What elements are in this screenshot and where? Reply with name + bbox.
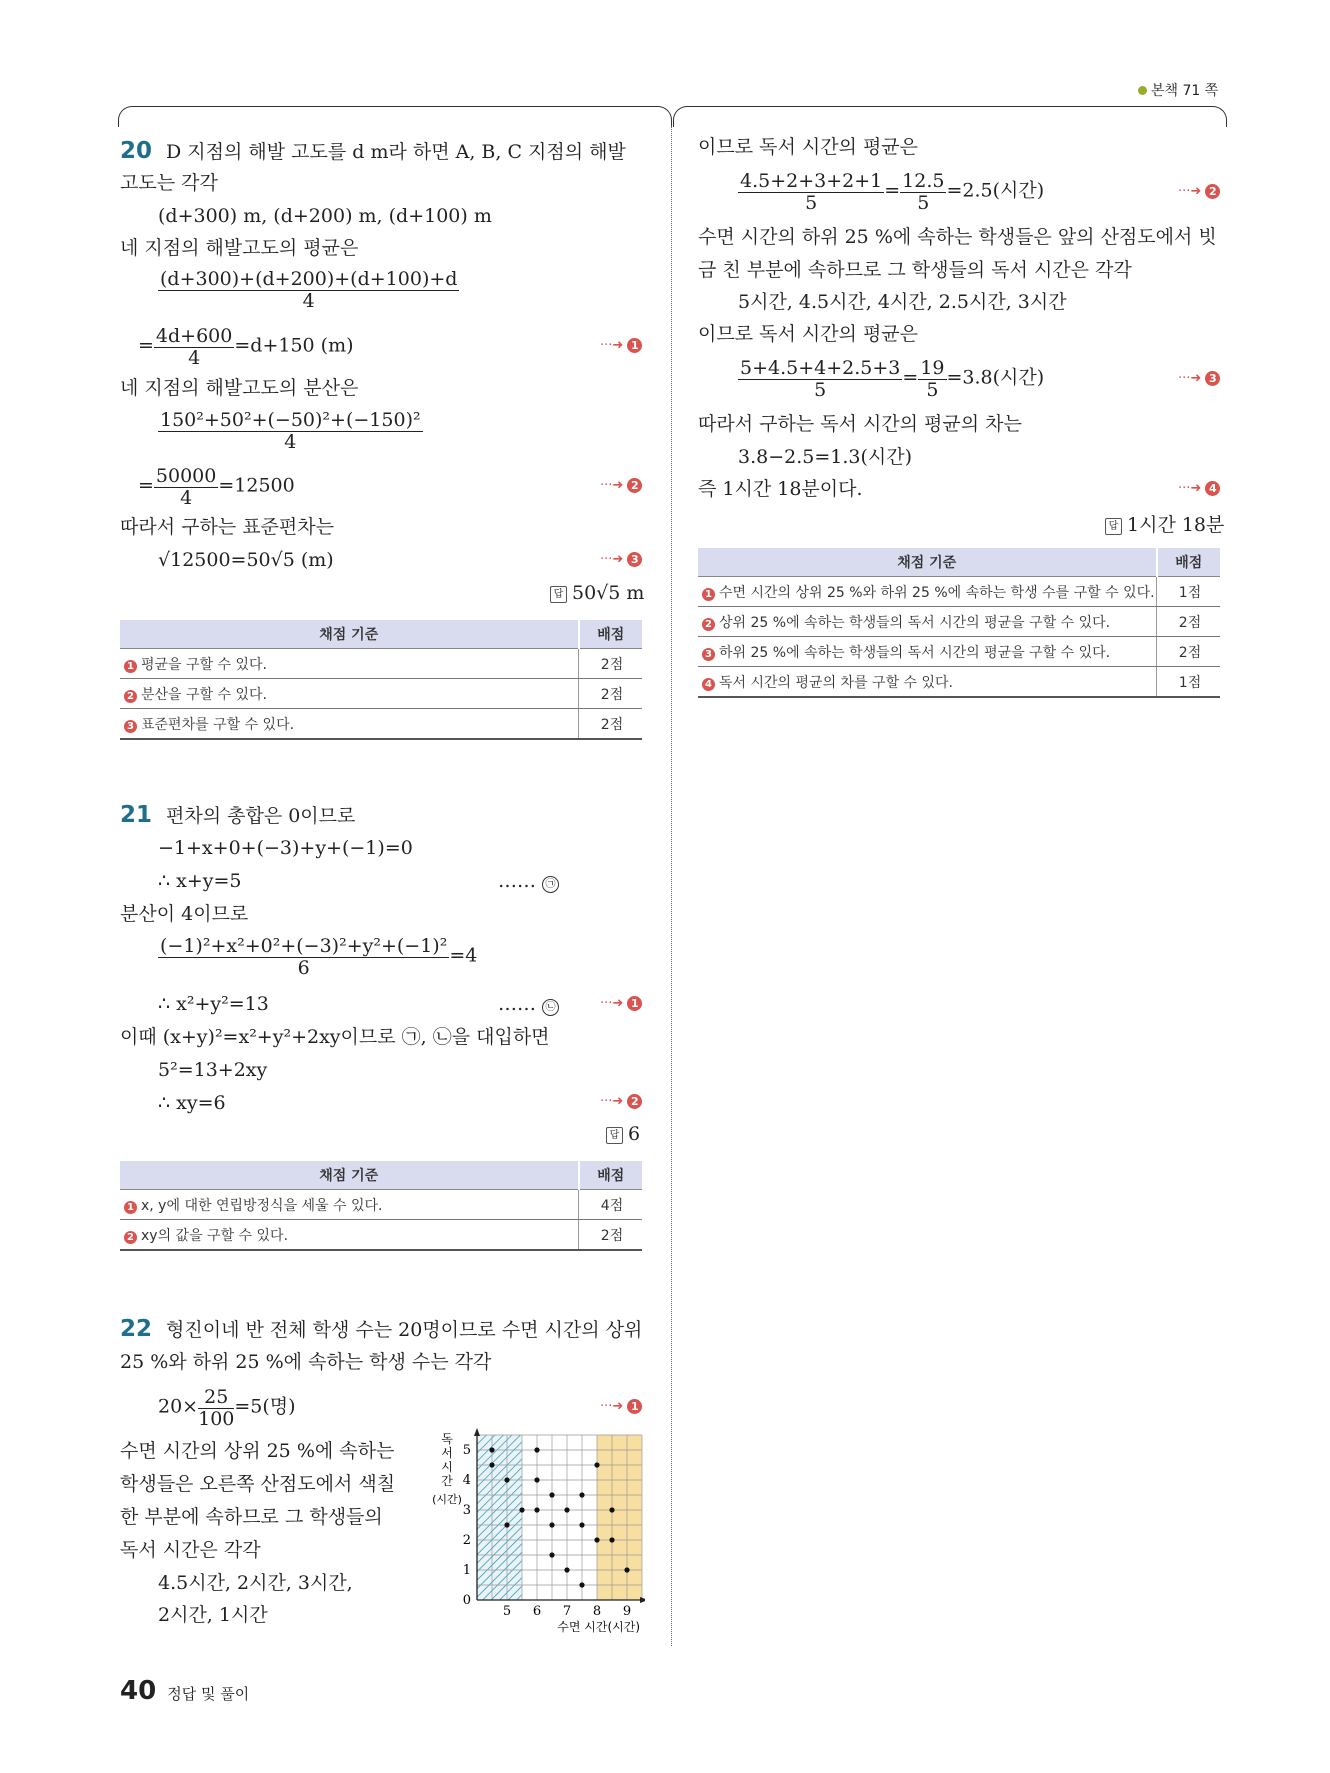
data-point [534, 1447, 539, 1452]
data-point [504, 1522, 509, 1527]
p20-line4: 네 지점의 해발고도의 평균은 [120, 237, 359, 259]
p20-frac2: = $\frac{4d+600}{4}$ =d+150 (m) [138, 325, 354, 369]
y-axis-label-char: 간 [441, 1474, 453, 1488]
page-number: 40 [120, 1676, 157, 1706]
score-mark-2: ···➜ 2 [600, 478, 642, 493]
x-tick-label: 9 [622, 1604, 632, 1619]
shaded-region [597, 1435, 642, 1600]
circle-label: ㉠ [542, 876, 559, 893]
data-point [564, 1507, 569, 1512]
problem-number: 21 [120, 802, 153, 828]
data-point [549, 1522, 554, 1527]
p20-line7: √12500=50√5 (m) [158, 549, 334, 571]
data-point [579, 1582, 584, 1587]
book-reference: 본책 71 쪽 [1138, 80, 1218, 100]
y-axis-unit: (시간) [432, 1493, 462, 1506]
p20-frac3: $\frac{\text{150²+50²+(−50)²+(−150)²}}{4}$ [160, 409, 421, 453]
p22-answer: 답 1시간 18분 [1105, 510, 1224, 537]
x-tick-label: 5 [502, 1604, 512, 1619]
table-row: 2 xy의 값을 구할 수 있다. 2점 [120, 1220, 642, 1251]
data-point [549, 1492, 554, 1497]
p21-line8: ∴ xy=6 [158, 1092, 226, 1114]
answer-icon: 답 [1105, 518, 1122, 535]
score-mark-2: ···➜ 2 [1178, 184, 1220, 199]
criteria-header: 채점 기준 [698, 548, 1157, 577]
data-point [534, 1477, 539, 1482]
score-header: 배점 [579, 1161, 643, 1190]
section-title: 정답 및 풀이 [167, 1685, 250, 1703]
data-point [504, 1477, 509, 1482]
p21-tag2: …… ㉡ [498, 993, 559, 1016]
p20-line1: 20 D 지점의 해발 고도를 d m라 하면 A, B, C 지점의 해발 [120, 138, 626, 164]
y-tick-label: 4 [462, 1473, 471, 1488]
y-tick-label: 1 [462, 1563, 471, 1578]
criteria-header: 채점 기준 [120, 620, 579, 649]
p20-line5: 네 지점의 해발고도의 분산은 [120, 377, 359, 399]
p20-answer: 답 50√5 m [550, 582, 644, 604]
data-point [579, 1522, 584, 1527]
data-point [549, 1552, 554, 1557]
p21-answer: 답 6 [606, 1123, 640, 1145]
data-point [534, 1507, 539, 1512]
hatched-region [477, 1435, 522, 1600]
data-point [489, 1447, 494, 1452]
score-mark-3: ···➜ 3 [1178, 371, 1220, 386]
data-point [609, 1507, 614, 1512]
score-mark-1: ···➜ 1 [600, 996, 642, 1011]
answer-icon: 답 [550, 586, 567, 603]
criteria-header: 채점 기준 [120, 1161, 579, 1190]
answer-icon: 답 [606, 1127, 623, 1144]
y-axis-label-char: 시 [441, 1460, 453, 1474]
problem-number: 22 [120, 1316, 153, 1342]
data-point [579, 1492, 584, 1497]
p22-line7: 4.5시간, 2시간, 3시간, [158, 1572, 353, 1594]
p22-right-frac2: $\frac{5+4.5+4+2.5+3}{5}$ = $\frac{19}{5}$ =3.8(시간) [740, 357, 1045, 401]
p22-line6: 독서 시간은 각각 [120, 1539, 261, 1561]
table-row: 1 수면 시간의 상위 25 %와 하위 25 %에 속하는 학생 수를 구할 수 있다. 1점 [698, 577, 1220, 607]
x-tick-label: 8 [592, 1604, 602, 1619]
y-tick-label: 0 [462, 1593, 471, 1608]
score-mark-3: ···➜ 3 [600, 552, 642, 567]
p21-line6: 이때 (x+y)²=x²+y²+2xy이므로 ㉠, ㉡을 대입하면 [120, 1026, 550, 1048]
y-axis-label-char: 독 [441, 1432, 453, 1446]
p21-frac1: $\frac{\text{(−1)²+x²+0²+(−3)²+y²+(−1)²}}{6}$ =4 [160, 935, 478, 979]
p22-line5: 한 부분에 속하므로 그 학생들의 [120, 1506, 383, 1528]
scatter-plot [425, 1428, 645, 1634]
p22-line8: 2시간, 1시간 [158, 1604, 268, 1626]
circle-label: ㉡ [542, 999, 559, 1016]
table-row: 3 표준편차를 구할 수 있다. 2점 [120, 709, 642, 740]
score-mark-1: ···➜ 1 [600, 338, 642, 353]
table-row: 2 분산을 구할 수 있다. 2점 [120, 679, 642, 709]
x-axis-label: 수면 시간(시간) [557, 1620, 640, 1634]
p22-right-line4: 5시간, 4.5시간, 4시간, 2.5시간, 3시간 [738, 291, 1067, 313]
data-point [609, 1537, 614, 1542]
bullet-icon [1138, 86, 1147, 95]
p22-right-line7: 3.8−2.5=1.3(시간) [738, 446, 913, 468]
score-header: 배점 [579, 620, 643, 649]
y-axis-label-char: 서 [441, 1446, 453, 1460]
problem-number: 20 [120, 138, 153, 164]
table-row: 4 독서 시간의 평균의 차를 구할 수 있다. 1점 [698, 667, 1220, 698]
data-point [564, 1567, 569, 1572]
p20-line6: 따라서 구하는 표준편차는 [120, 516, 334, 538]
p22-line2: 25 %와 하위 25 %에 속하는 학생 수는 각각 [120, 1351, 492, 1373]
p20-frac4: = $\frac{50000}{4}$ =12500 [138, 465, 295, 509]
data-point [624, 1567, 629, 1572]
p22-frac1: 20× $\frac{25}{100}$ =5(명) [158, 1386, 296, 1430]
criteria-table-22 [698, 548, 1220, 698]
data-point [594, 1537, 599, 1542]
score-header: 배점 [1157, 548, 1221, 577]
p22-right-line8: 즉 1시간 18분이다. [698, 478, 863, 500]
score-mark-4: ···➜ 4 [1178, 481, 1220, 496]
data-point [594, 1462, 599, 1467]
p21-line1: 21 편차의 총합은 0이므로 [120, 802, 356, 828]
x-axis-arrow [640, 1597, 645, 1603]
x-tick-label: 7 [562, 1604, 572, 1619]
left-frame [118, 106, 672, 127]
p21-line5: ∴ x²+y²=13 [158, 993, 269, 1015]
p22-right-line2: 수면 시간의 하위 25 %에 속하는 학생들은 앞의 산점도에서 빗 [698, 226, 1217, 248]
p21-line7: 5²=13+2xy [158, 1059, 268, 1081]
table-row: 1 평균을 구할 수 있다. 2점 [120, 649, 642, 679]
p21-tag1: …… ㉠ [498, 870, 559, 893]
p22-right-line1: 이므로 독서 시간의 평균은 [698, 136, 919, 158]
p20-frac1: $\frac{(d+300)+(d+200)+(d+100)+d}{4}$ [160, 268, 458, 312]
p21-line2: −1+x+0+(−3)+y+(−1)=0 [158, 837, 413, 859]
column-divider [671, 126, 672, 1646]
table-row: 3 하위 25 %에 속하는 학생들의 독서 시간의 평균을 구할 수 있다. 2점 [698, 637, 1220, 667]
table-row: 1 x, y에 대한 연립방정식을 세울 수 있다. 4점 [120, 1190, 642, 1220]
right-frame [673, 106, 1227, 127]
score-mark-1: ···➜ 1 [600, 1399, 642, 1414]
p21-line4: 분산이 4이므로 [120, 903, 249, 925]
p22-right-line5: 이므로 독서 시간의 평균은 [698, 323, 919, 345]
p20-line2: 고도는 각각 [120, 172, 218, 194]
score-mark-2: ···➜ 2 [600, 1094, 642, 1109]
p22-right-line6: 따라서 구하는 독서 시간의 평균의 차는 [698, 413, 1022, 435]
table-row: 2 상위 25 %에 속하는 학생들의 독서 시간의 평균을 구할 수 있다. 2점 [698, 607, 1220, 637]
p22-right-frac1: $\frac{4.5+2+3+2+1}{5}$ = $\frac{12.5}{5}$ =2.5(시간) [740, 170, 1045, 214]
criteria-table-21 [120, 1161, 642, 1251]
p22-line3: 수면 시간의 상위 25 %에 속하는 [120, 1440, 395, 1462]
criteria-table-20 [120, 620, 642, 740]
y-tick-label: 5 [462, 1443, 471, 1458]
p22-line1: 22 형진이네 반 전체 학생 수는 20명이므로 수면 시간의 상위 [120, 1316, 643, 1342]
data-point [519, 1507, 524, 1512]
p22-right-line3: 금 친 부분에 속하므로 그 학생들의 독서 시간은 각각 [698, 259, 1132, 281]
footer [120, 1676, 249, 1706]
y-axis-arrow [474, 1428, 480, 1436]
y-tick-label: 2 [462, 1533, 471, 1548]
p21-line3: ∴ x+y=5 [158, 870, 242, 892]
p22-line4: 학생들은 오른쪽 산점도에서 색칠 [120, 1473, 396, 1495]
data-point [489, 1462, 494, 1467]
y-tick-label: 3 [462, 1503, 471, 1518]
p20-line3: (d+300) m, (d+200) m, (d+100) m [158, 205, 492, 227]
x-tick-label: 6 [532, 1604, 542, 1619]
